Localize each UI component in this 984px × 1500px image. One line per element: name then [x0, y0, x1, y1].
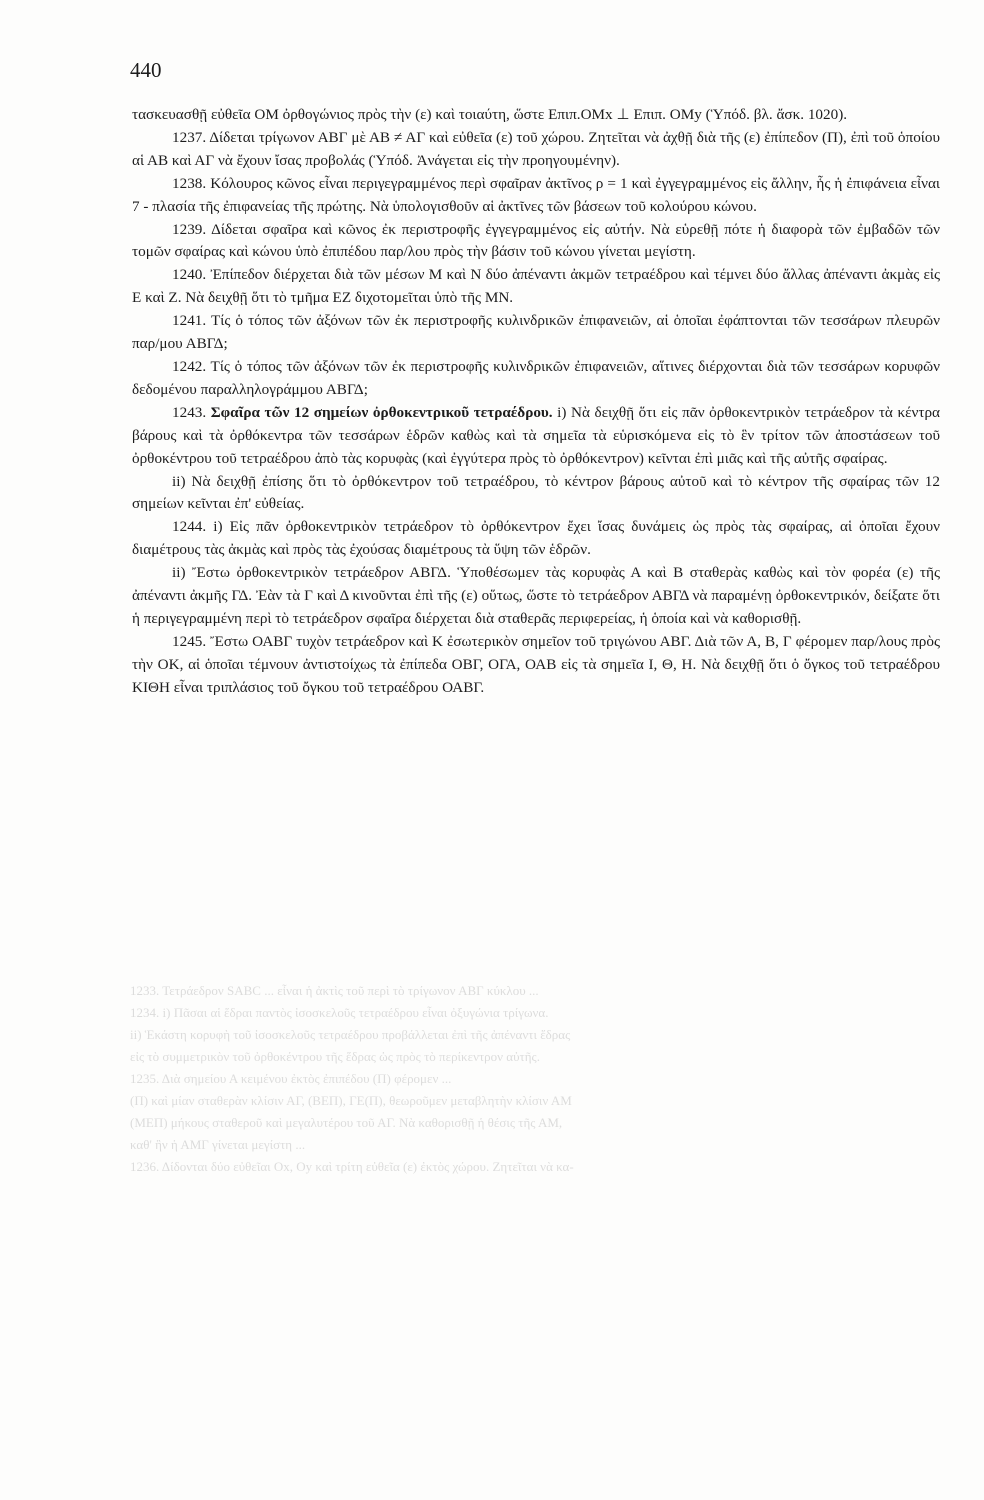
exercise-text-block — [132, 104, 940, 700]
exercise-1243 — [132, 402, 940, 471]
show-through-text: 1233. Τετράεδρον SABC ... εἶναι ἡ ἀκτὶς τοῦ περὶ τὸ τρίγωνον ΑΒΓ κύκλου ... 1234. i) Πᾶσαι αἱ ἕδραι παντὸς ἰσοσκελοῦς τετραέδρου εἶναι ὀξυγώνια τρίγωνα. ii) Ἑκάστη κορυφὴ τοῦ ἰσοσκελοῦς τετραέδρου προβάλλεται ἐπὶ τῆς ἀπέναντι ἕδρας εἰς τὸ συμμετρικὸν τοῦ ὀρθοκέντρου τῆς ἕδρας ὡς πρὸς τὸ περίκεντρον αὐτῆς. 1235. Διὰ σημείου Α κειμένου ἐκτὸς ἐπιπέδου (Π) φέρομεν ... (Π) καὶ μίαν σταθερὰν κλίσιν ΑΓ, (ΒΕΠ), ΓΕ(Π), θεωροῦμεν μεταβλητὴν κλίσιν ΑΜ (ΜΕΠ) μήκους σταθεροῦ καὶ μεγαλυτέρου τοῦ ΑΓ. Νὰ καθορισθῇ ἡ θέσις τῆς ΑΜ, καθ' ἣν ἡ ΑΜΓ γίνεται μεγίστη ... 1236. Δίδονται δύο εὐθεῖαι Οx, Οy καὶ τρίτη εὐθεῖα (ε) ἐκτὸς χώρου. Ζητεῖται νὰ κα- — [130, 983, 574, 1174]
exercise-1242: 1242. Τίς ὁ τόπος τῶν ἀξόνων τῶν ἐκ περιστροφῆς κυλινδρικῶν ἐπιφανειῶν, αἵτινες διέρχονται διὰ τῶν τεσσάρων κορυφῶν δεδομένου παραλληλογράμμου ΑΒΓΔ; — [132, 357, 940, 398]
paragraph-continuation: τασκευασθῇ εὐθεῖα ΟΜ ὀρθογώνιος πρὸς τὴν (ε) καὶ τοιαύτη, ὥστε Επιπ.ΟΜx ⊥ Επιπ. ΟΜy (Ὑπόδ. βλ. ἄσκ. 1020). — [132, 106, 848, 123]
exercise-1237: 1237. Δίδεται τρίγωνον ΑΒΓ μὲ ΑΒ ≠ ΑΓ καὶ εὐθεῖα (ε) τοῦ χώρου. Ζητεῖται νὰ ἀχθῇ διὰ τῆς (ε) ἐπίπεδον (Π), ἐπὶ τοῦ ὁποίου αἱ ΑΒ καὶ ΑΓ νὰ ἔχουν ἴσας προβολάς (Ὑπόδ. Ἀνάγεται εἰς τὴν προηγουμένην). — [132, 128, 940, 169]
exercise-1243-number: 1243. — [172, 403, 211, 421]
exercise-1244-part-ii: ii) Ἔστω ὀρθοκεντρικὸν τετράεδρον ΑΒΓΔ. Ὑποθέσωμεν τὰς κορυφὰς Α καὶ Β σταθερὰς καθὼς καὶ τὸν φορέα (ε) τῆς ἀπέναντι ἀκμῆς ΓΔ. Ἐὰν τὰ Γ καὶ Δ κινοῦνται ἐπὶ τῆς (ε) οὕτως, ὥστε τὸ τετράεδρον ΑΒΓΔ νὰ παραμένῃ ὀρθοκεντρικόν, δείξατε ὅτι ἡ περιγεγραμμένη περὶ τὸ τετράεδρον σφαῖρα διέρχεται διὰ σταθερᾶς περιφερείας, ἡ ὁποία καὶ νὰ καθορισθῇ. — [132, 564, 940, 627]
exercise-1240: 1240. Ἐπίπεδον διέρχεται διὰ τῶν μέσων Μ καὶ Ν δύο ἀπέναντι ἀκμῶν τετραέδρου καὶ τέμνει δύο ἄλλας ἀπέναντι ἀκμὰς εἰς Ε καὶ Ζ. Νὰ δειχθῇ ὅτι τὸ τμῆμα ΕΖ διχοτομεῖται ὑπὸ τῆς ΜΝ. — [132, 266, 940, 307]
page-number: 440 — [130, 58, 162, 82]
exercise-1239: 1239. Δίδεται σφαῖρα καὶ κῶνος ἐκ περιστροφῆς ἐγγεγραμμένος εἰς αὐτήν. Νὰ εὑρεθῇ πότε ἡ διαφορὰ τῶν ἐμβαδῶν τῶν τομῶν σφαίρας καὶ κώνου ὑπὸ ἐπιπέδου παρ/λου πρὸς τὴν βάσιν τοῦ κώνου γίνεται μεγίστη. — [132, 220, 940, 261]
exercise-1243-title: Σφαῖρα τῶν 12 σημείων ὀρθοκεντρικοῦ τετραέδρου. — [210, 403, 553, 421]
exercise-1243-part-ii: ii) Νὰ δειχθῇ ἐπίσης ὅτι τὸ ὀρθόκεντρον τοῦ τετραέδρου, τὸ κέντρον βάρους αὐτοῦ καὶ τὸ κέντρον τῆς σφαίρας τῶν 12 σημείων κεῖνται ἐπ' εὐθείας. — [132, 472, 940, 513]
exercise-1243-body: i) Νὰ δειχθῇ ὅτι εἰς πᾶν ὀρθοκεντρικὸν τετράεδρον τὰ κέντρα βάρους καὶ τὰ ὀρθόκεντρα τῶν τεσσάρων ἑδρῶν καθὼς καὶ τὰ σημεῖα τὰ εὑρισκόμενα εἰς τὸ ἓν τρίτον τῶν ἀποστάσεων τοῦ ὀρθοκέντρου τοῦ τετραέδρου ἀπὸ τὰς κορυφὰς (καὶ ἐγγύτερα πρὸς τὸ ὀρθόκεντρον) κεῖνται ἐπὶ μιᾶς καὶ τῆς αὐτῆς σφαίρας. — [132, 403, 940, 467]
exercise-1238: 1238. Κόλουρος κῶνος εἶναι περιγεγραμμένος περὶ σφαῖραν ἀκτῖνος ρ = 1 καὶ ἐγγεγραμμένος εἰς ἄλλην, ἧς ἡ ἐπιφάνεια εἶναι 7 - πλασία τῆς ἐπιφανείας τῆς πρώτης. Νὰ ὑπολογισθοῦν αἱ ἀκτῖνες τῶν βάσεων τοῦ κολούρου κώνου. — [132, 174, 940, 215]
exercise-1244: 1244. i) Εἰς πᾶν ὀρθοκεντρικὸν τετράεδρον τὸ ὀρθόκεντρον ἔχει ἴσας δυνάμεις ὡς πρὸς τὰς σφαίρας, αἱ ὁποῖαι ἔχουν διαμέτρους τὰς ἀκμὰς καὶ πρὸς τὰς ἐχούσας διαμέτρους τὰ ὕψη τῶν ἑδρῶν. — [132, 518, 940, 559]
exercise-1245: 1245. Ἔστω ΟΑΒΓ τυχὸν τετράεδρον καὶ Κ ἐσωτερικὸν σημεῖον τοῦ τριγώνου ΑΒΓ. Διὰ τῶν Α, Β, Γ φέρομεν παρ/λους πρὸς τὴν ΟΚ, αἱ ὁποῖαι τέμνουν ἀντιστοίχως τὰ ἐπίπεδα ΟΒΓ, ΟΓΑ, ΟΑΒ εἰς τὰ σημεῖα Ι, Θ, Η. Νὰ δειχθῇ ὅτι ὁ ὄγκος τοῦ τετραέδρου ΚΙΘΗ εἶναι τριπλάσιος τοῦ ὄγκου τοῦ τετραέδρου ΟΑΒΓ. — [132, 632, 940, 696]
exercise-1241: 1241. Τίς ὁ τόπος τῶν ἀξόνων τῶν ἐκ περιστροφῆς κυλινδρικῶν ἐπιφανειῶν, αἱ ὁποῖαι ἐφάπτονται τῶν τεσσάρων πλευρῶν παρ/μου ΑΒΓΔ; — [132, 312, 940, 353]
